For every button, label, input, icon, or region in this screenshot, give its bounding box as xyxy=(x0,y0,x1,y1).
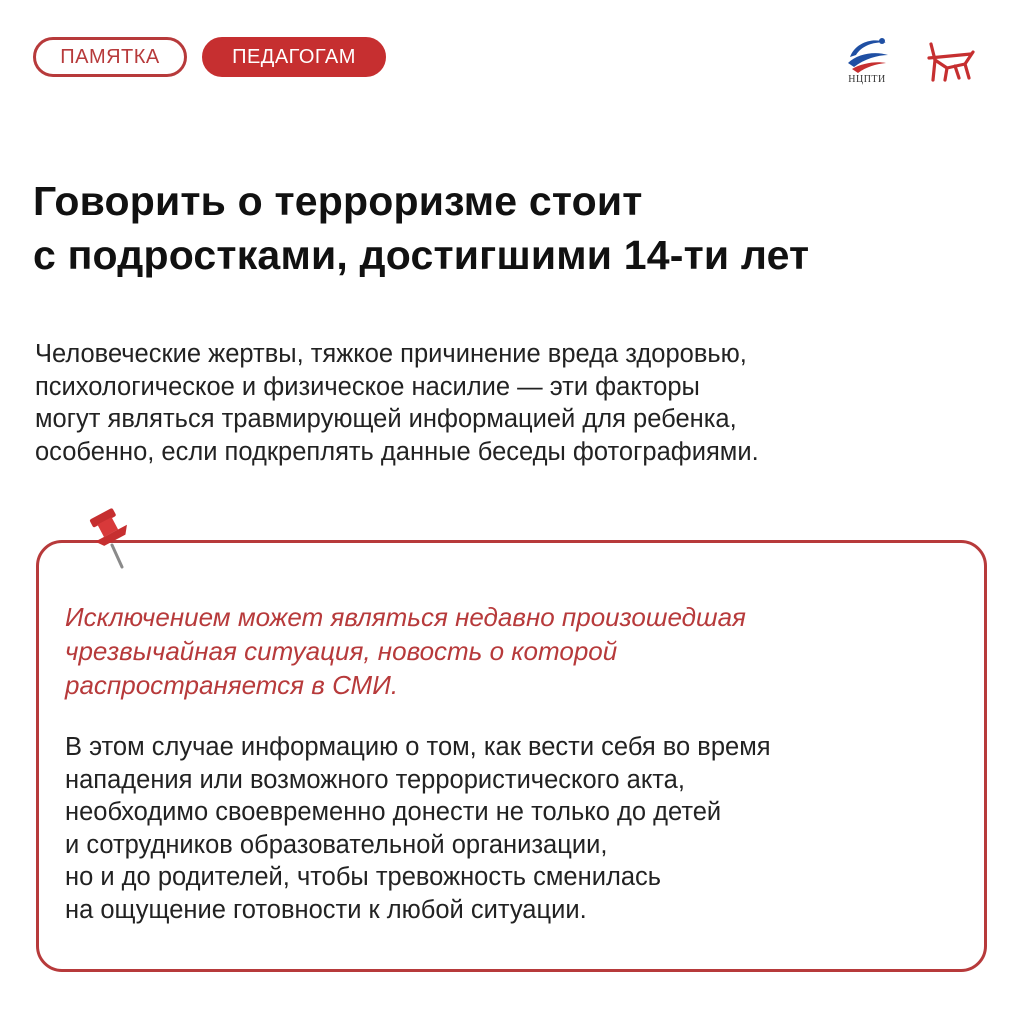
emphasis-line: распространяется в СМИ. xyxy=(65,670,399,700)
body-line: необходимо своевременно донести не только до детей xyxy=(65,798,722,826)
memo-badge: ПАМЯТКА xyxy=(33,37,187,77)
body-line: на ощущение готовности к любой ситуации. xyxy=(65,895,587,924)
page-title xyxy=(33,174,993,282)
audience-badge: ПЕДАГОГАМ xyxy=(202,37,386,77)
body-line: и сотрудников образовательной организации, xyxy=(65,830,608,859)
title-line: Говорить о терроризме стоит xyxy=(33,178,643,224)
intro-line: психологическое и физическое насилие — эти факторы xyxy=(35,372,700,401)
card-emphasis-text xyxy=(65,600,975,702)
intro-line: особенно, если подкреплять данные беседы фотографиями. xyxy=(35,437,759,466)
intro-paragraph xyxy=(35,338,995,468)
emphasis-line: Исключением может являться недавно произошедшая xyxy=(65,602,746,632)
intro-line: Человеческие жертвы, тяжкое причинение вреда здоровью, xyxy=(35,340,747,368)
emphasis-line: чрезвычайная ситуация, новость о которой xyxy=(65,636,618,666)
title-line: с подростками, достигшими 14-ти лет xyxy=(33,232,810,278)
body-line: но и до родителей, чтобы тревожность сменилась xyxy=(65,863,662,891)
chair-logo-icon xyxy=(925,38,979,84)
card-body-text xyxy=(65,731,975,926)
body-line: В этом случае информацию о том, как вести себя во время xyxy=(65,733,771,761)
intro-line: могут являться травмирующей информацией для ребенка, xyxy=(35,405,737,433)
body-line: нападения или возможного террористического акта, xyxy=(65,765,685,794)
nctpti-logo-caption: НЦПТИ xyxy=(848,74,886,85)
pushpin-icon xyxy=(82,505,142,571)
